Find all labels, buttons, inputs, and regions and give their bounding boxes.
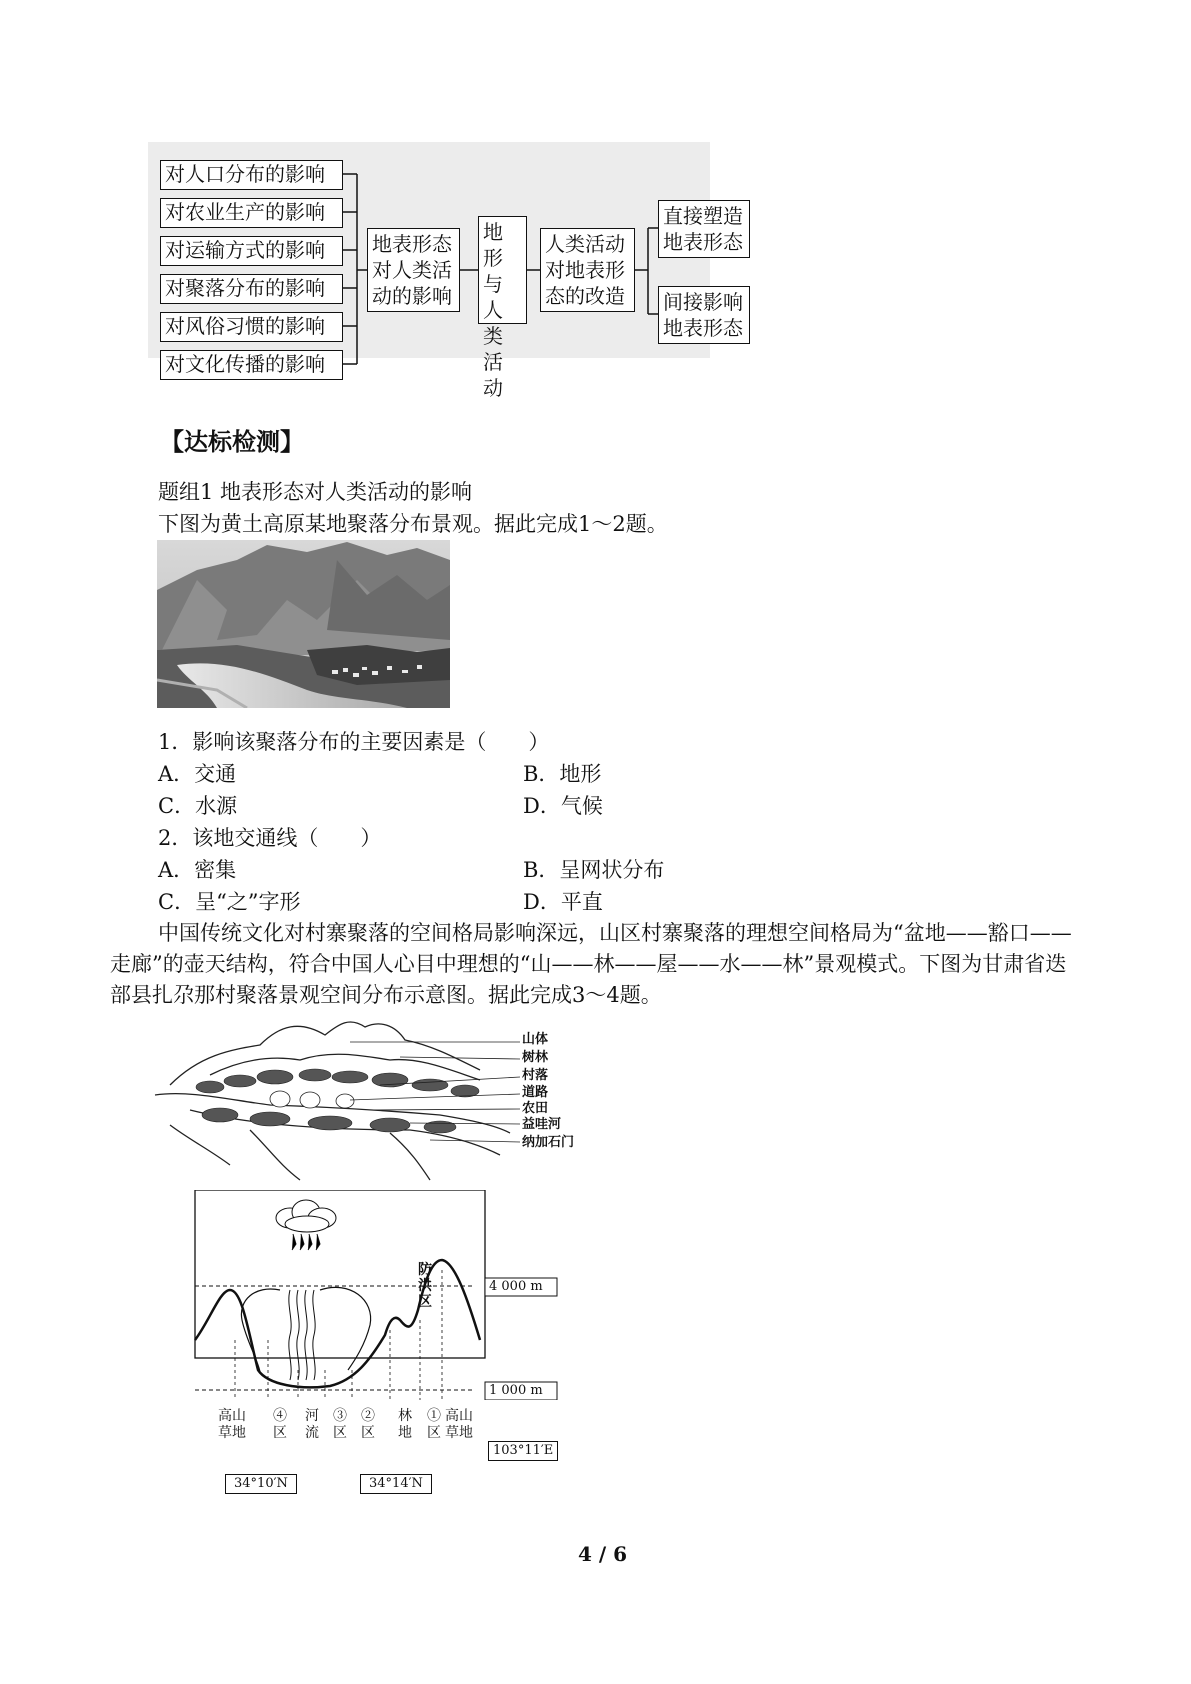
question-1-option-a: A．交通 [158, 762, 237, 786]
concept-landform-effect: 地表形态 对人类活 动的影响 [367, 228, 460, 312]
landscape-label-forest: 树林 [522, 1050, 549, 1065]
landscape-label-road: 道路 [522, 1085, 549, 1100]
question-2-stem: 2．该地交通线（ ） [158, 826, 382, 850]
latitude-label-2: 34°14′N [360, 1474, 432, 1494]
zone-label-alpine-meadow-left: 高山草地 [218, 1408, 246, 1441]
page-number: 4 / 6 [578, 1542, 628, 1566]
concept-item-culture: 对文化传播的影响 [160, 350, 343, 380]
flood-zone-label: 防洪区 [418, 1262, 432, 1310]
concept-direct-shape: 直接塑造 地表形态 [658, 200, 750, 258]
concept-terrain-human: 地形 与人 类活 动 [478, 216, 527, 324]
zone-label-river: 河流 [305, 1408, 319, 1441]
cross-section-profile [150, 1190, 620, 1400]
passage-text: 中国传统文化对村寨聚落的空间格局影响深远，山区村寨聚落的理想空间格局为“盆地——豁口——走廊”的壶天结构，符合中国人心目中理想的“山——林——屋——水——林”景观模式。下图为甘肃省迭部县扎尕那村聚落景观空间分布示意图。据此完成3～4题。 [110, 921, 1072, 1007]
question-1-option-c: C．水源 [158, 794, 238, 818]
concept-item-customs: 对风俗习惯的影响 [160, 312, 343, 342]
landscape-label-stone-gate: 纳加石门 [522, 1135, 575, 1150]
landscape-label-farmland: 农田 [522, 1101, 549, 1116]
concept-human-modify: 人类活动 对地表形 态的改造 [540, 228, 635, 312]
question-1-option-b: B．地形 [523, 762, 602, 786]
question-2-option-d: D．平直 [523, 890, 603, 914]
group-title: 题组1 地表形态对人类活动的影响 [158, 480, 473, 504]
question-2-option-a: A．密集 [158, 858, 237, 882]
zone-label-forest: 林地 [398, 1408, 412, 1441]
concept-item-settlement: 对聚落分布的影响 [160, 274, 343, 304]
zone-label-4: ④区 [273, 1408, 287, 1441]
concept-indirect-affect: 间接影响 地表形态 [658, 286, 750, 344]
longitude-label: 103°11′E [488, 1441, 558, 1461]
zone-label-2: ②区 [361, 1408, 375, 1441]
question-2-option-b: B．呈网状分布 [523, 858, 665, 882]
section-title: 【达标检测】 [160, 427, 304, 456]
question-1-option-d: D．气候 [523, 794, 603, 818]
loess-settlement-photo [157, 540, 450, 708]
zone-label-alpine-meadow-right: 高山草地 [445, 1408, 473, 1441]
question-1-stem: 1．影响该聚落分布的主要因素是（ ） [158, 730, 550, 754]
elevation-4000-label: 4 000 m [489, 1279, 543, 1294]
question-2-option-c: C．呈“之”字形 [158, 890, 301, 914]
zone-label-3: ③区 [333, 1408, 347, 1441]
concept-item-agriculture: 对农业生产的影响 [160, 198, 343, 228]
landscape-label-mountain: 山体 [522, 1032, 549, 1047]
landscape-label-river: 益哇河 [522, 1117, 562, 1132]
landscape-sketch [150, 1015, 630, 1185]
landscape-label-village: 村落 [522, 1068, 549, 1083]
intro-text-1: 下图为黄土高原某地聚落分布景观。据此完成1～2题。 [158, 512, 668, 536]
zone-label-1: ①区 [427, 1408, 441, 1441]
elevation-1000-label: 1 000 m [489, 1383, 543, 1398]
concept-item-transport: 对运输方式的影响 [160, 236, 343, 266]
latitude-label-1: 34°10′N [225, 1474, 297, 1494]
concept-item-population: 对人口分布的影响 [160, 160, 343, 190]
